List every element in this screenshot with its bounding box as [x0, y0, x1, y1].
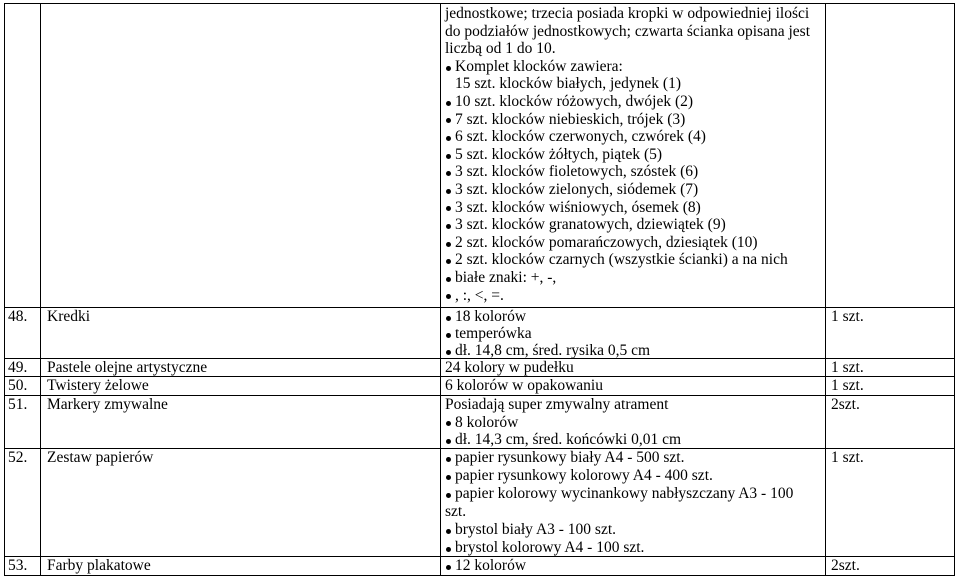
description-bullet-item [441, 308, 825, 325]
description-bullet-item [441, 467, 825, 485]
item-name: Kredki [40, 308, 440, 359]
item-description-cell [440, 449, 825, 557]
bullet-marker [446, 66, 451, 71]
bullet-marker [446, 529, 451, 534]
description-bullet-item [441, 485, 825, 503]
description-bullet-item [441, 163, 825, 181]
item-quantity: 1 szt. [825, 449, 955, 557]
description-bullet-item [441, 128, 825, 146]
description-bullet-item [441, 181, 825, 199]
table-row-continuation [4, 3, 955, 308]
bullet-text: 8 kolorów [455, 413, 519, 431]
bullet-text: Komplet klocków zawiera: [455, 57, 623, 75]
description-line: 15 szt. klocków białych, jedynek (1) [455, 75, 681, 93]
item-name: Farby plakatowe [40, 557, 440, 575]
bullet-text: , :, <, =. [455, 286, 504, 304]
bullet-text: papier rysunkowy biały A4 - 500 szt. [455, 449, 685, 466]
bullet-text: 5 szt. klocków żółtych, piątek (5) [455, 145, 663, 163]
description-bullet-item [441, 539, 825, 557]
bullet-marker [446, 475, 451, 480]
description-bullet-item [441, 216, 825, 234]
bullet-marker [446, 242, 451, 247]
bullet-marker [446, 439, 451, 444]
description-bullet-item [441, 287, 825, 305]
item-name: Twistery żelowe [40, 377, 440, 395]
description-line: szt. [445, 503, 467, 520]
bullet-text: 18 kolorów [455, 308, 527, 325]
bullet-marker [446, 421, 451, 426]
item-description-cell [440, 396, 825, 449]
item-description-cell [440, 557, 825, 575]
bullet-marker [446, 457, 451, 462]
description-line: jednostkowe; trzecia posiada kropki w odpowiedniej ilości [445, 5, 810, 22]
description-bullet-item [441, 58, 825, 76]
item-name: Pastele olejne artystyczne [40, 359, 440, 376]
table-row [4, 449, 955, 557]
bullet-marker [446, 294, 451, 299]
item-description-cell [440, 4, 825, 307]
bullet-text: 12 kolorów [455, 557, 527, 574]
item-quantity-cell [825, 4, 955, 307]
bullet-marker [446, 493, 451, 498]
table-row [4, 557, 955, 576]
bullet-marker [446, 224, 451, 229]
item-description-cell [440, 377, 825, 395]
bullet-text: 2 szt. klocków pomarańczowych, dziesiątek (10) [455, 233, 758, 251]
description-line: do podziałów jednostkowych; czwarta ścianka opisana jest [445, 22, 810, 40]
bullet-marker [446, 136, 451, 141]
bullet-marker [446, 206, 451, 211]
description-bullet-item [441, 521, 825, 539]
bullet-marker [446, 547, 451, 552]
row-number: 50. [4, 377, 40, 395]
description-line: 24 kolory w pudełku [445, 359, 574, 376]
description-bullet-item [441, 342, 825, 359]
bullet-text: 3 szt. klocków fioletowych, szóstek (6) [455, 163, 699, 181]
description-bullet-item [441, 234, 825, 252]
item-name: Zestaw papierów [40, 449, 440, 557]
table-row [4, 359, 955, 377]
bullet-text: temperówka [455, 325, 532, 342]
description-bullet-item [441, 325, 825, 342]
item-quantity: 2szt. [825, 557, 955, 575]
bullet-text: białe znaki: +, -, [455, 268, 557, 286]
bullet-marker [446, 277, 451, 282]
table-row [4, 308, 955, 359]
description-line: Posiadają super zmywalny atrament [445, 396, 669, 413]
item-name-cell [40, 4, 440, 307]
bullet-text: dł. 14,8 cm, śred. rysika 0,5 cm [455, 342, 651, 359]
bullet-marker [446, 316, 451, 321]
description-bullet-item [441, 146, 825, 164]
description-bullet-item [441, 199, 825, 217]
item-quantity: 2szt. [825, 396, 955, 449]
description-bullet-item [441, 449, 825, 467]
description-line: 6 kolorów w opakowaniu [445, 377, 603, 394]
bullet-text: dł. 14,3 cm, śred. końcówki 0,01 cm [455, 431, 682, 448]
bullet-marker [446, 118, 451, 123]
item-quantity: 1 szt. [825, 377, 955, 395]
bullet-text: brystol kolorowy A4 - 100 szt. [455, 539, 645, 556]
bullet-text: papier kolorowy wycinankowy nabłyszczany A3 - 100 [455, 485, 794, 502]
bullet-text: 3 szt. klocków zielonych, siódemek (7) [455, 180, 699, 198]
description-bullet-item [441, 269, 825, 287]
row-number: 49. [4, 359, 40, 376]
bullet-marker [446, 350, 451, 355]
description-bullet-item [441, 414, 825, 432]
bullet-marker [446, 171, 451, 176]
bullet-text: 7 szt. klocków niebieskich, trójek (3) [455, 110, 686, 128]
row-number: 48. [4, 308, 40, 359]
bullet-marker [446, 101, 451, 106]
row-number-cell [4, 4, 40, 307]
row-number: 51. [4, 396, 40, 449]
item-quantity: 1 szt. [825, 308, 955, 359]
bullet-text: 3 szt. klocków wiśniowych, ósemek (8) [455, 198, 701, 216]
bullet-marker [446, 154, 451, 159]
item-name: Markery zmywalne [40, 396, 440, 449]
item-description-cell [440, 308, 825, 359]
bullet-marker [446, 565, 451, 570]
description-bullet-item [441, 557, 825, 575]
bullet-marker [446, 333, 451, 338]
row-number: 52. [4, 449, 40, 557]
bullet-marker [446, 259, 451, 264]
description-line: liczbą od 1 do 10. [445, 40, 556, 58]
row-number: 53. [4, 557, 40, 575]
bullet-text: papier rysunkowy kolorowy A4 - 400 szt. [455, 467, 713, 484]
description-bullet-item [441, 111, 825, 129]
bullet-text: 10 szt. klocków różowych, dwójek (2) [455, 92, 694, 110]
table-row [4, 396, 955, 449]
bullet-text: brystol biały A3 - 100 szt. [455, 521, 617, 538]
description-bullet-item [441, 431, 825, 449]
description-bullet-item [441, 251, 825, 269]
bullet-text: 3 szt. klocków granatowych, dziewiątek (9) [455, 216, 726, 234]
bullet-text: 2 szt. klocków czarnych (wszystkie ścianki) a na nich [455, 251, 788, 269]
bullet-marker [446, 189, 451, 194]
description-bullet-item [441, 93, 825, 111]
bullet-text: 6 szt. klocków czerwonych, czwórek (4) [455, 128, 706, 146]
item-quantity: 1 szt. [825, 359, 955, 376]
table-row [4, 377, 955, 396]
item-description-cell [440, 359, 825, 376]
